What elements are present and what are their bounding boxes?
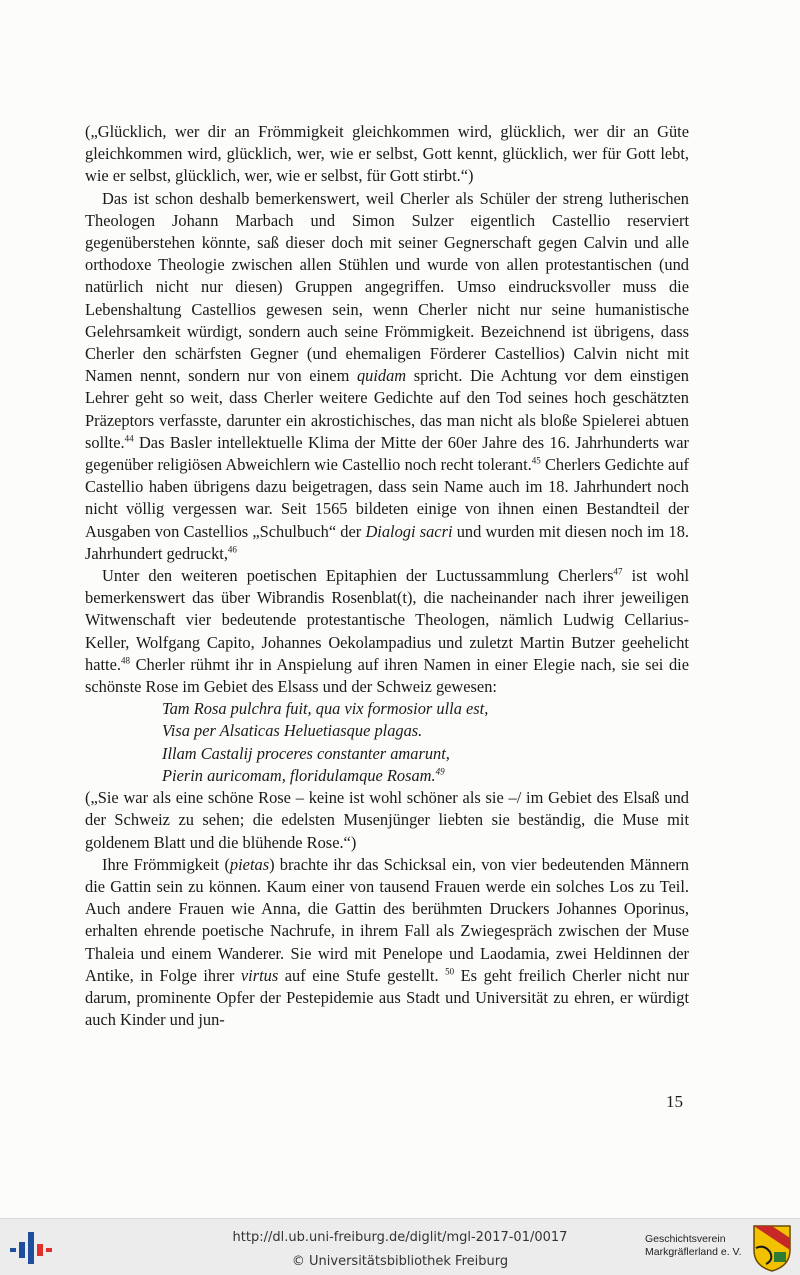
- italic-virtus: virtus: [240, 965, 279, 985]
- poem-line: Tam Rosa pulchra fuit, qua vix formosior ulla est,: [162, 699, 489, 719]
- paragraph-translation-2: („Sie war als eine schöne Rose – keine ist wohl schöner als sie –/ im Gebiet des Elsaß und der Schweiz zu sehen; die edelsten Musenjünger liebten sie beständig, die Muse mit goldenem Blatt und die blühende Rose.“): [85, 788, 689, 852]
- poem-line: [162, 765, 689, 787]
- coat-of-arms-icon: [752, 1224, 792, 1272]
- society-line-1: Geschichtsverein: [645, 1233, 726, 1245]
- text-run: Unter den weiteren poetischen Epitaphien der Luctussammlung Cherlers: [102, 566, 614, 586]
- footnote-ref-46: 46: [227, 544, 237, 555]
- paragraph-wibrandis: [85, 565, 689, 698]
- italic-quidam: quidam: [356, 366, 407, 386]
- footnote-ref-50: 50: [445, 966, 455, 977]
- poem-line: Visa per Alsaticas Heluetiasque plagas.: [162, 721, 423, 741]
- text-run: auf eine Stufe gestellt.: [278, 965, 446, 985]
- footnote-ref-44: 44: [124, 433, 134, 444]
- italic-dialogi-sacri: Dialogi sacri: [365, 521, 453, 541]
- text-run: Das Basler intellektuelle Klima der Mitte der 60er Jahre des 16. Jahrhunderts war gegenüber religiösen Abweichlern wie Castellio noch recht tolerant.: [85, 432, 689, 475]
- body-text: [85, 121, 689, 1031]
- text-run: spricht. Die Achtung vor dem einstigen Lehrer geht so weit, dass Cherler weitere Gedichte auf den Tod seines hoch geschätzten Präzeptors verfasste, darunter ein akrostichisches, das man nicht als bloße Spielerei abtuen sollte.: [85, 366, 689, 452]
- text-run: Cherlers Gedichte auf Castellio haben übrigens dazu beigetragen, dass sein Name auch im 18. Jahrhundert noch nicht völlig vergessen war. Seit 1565 bildeten einige von ihnen einen Bestandteil der Ausgaben von Castellios „Schulbuch“ der: [85, 455, 689, 541]
- latin-poem: [162, 698, 689, 787]
- text-run: Es geht freilich Cherler nicht nur darum, prominente Opfer der Pestepidemie aus Stadt und Universität zu ehren, er würdigt auch Kinder und jun-: [85, 965, 690, 1030]
- paragraph-pietas: [85, 854, 689, 1032]
- poem-line: Illam Castalij proceres constanter amarunt,: [162, 743, 450, 763]
- footnote-ref-48: 48: [120, 655, 130, 666]
- poem-line-text: Pierin auricomam, floridulamque Rosam.: [162, 765, 436, 785]
- page-number: 15: [666, 1092, 683, 1111]
- text-run: Ihre Frömmigkeit (: [102, 854, 230, 874]
- text-run: Cherler rühmt ihr in Anspielung auf ihren Namen in einer Elegie nach, sie sei die schönste Rose im Gebiet des Elsass und der Schweiz gewesen:: [85, 654, 689, 697]
- footnote-ref-47: 47: [613, 566, 623, 577]
- society-name: [645, 1233, 742, 1259]
- society-line-2: Markgräflerland e. V.: [645, 1246, 742, 1258]
- text-run: Das ist schon deshalb bemerkenswert, weil Cherler als Schüler der streng lutherischen Theologen Johann Marbach und Simon Sulzer eigentlich Castellio reserviert gegenüberstehen könnte, saß dieser doch mit seiner Gegnerschaft gegen Calvin und alle orthodoxe Theologie zwischen allen Stühlen und wurde von allen protestantischen (und natürlich nicht nur diesen) Gruppen angegriffen. Umso eindrucksvoller muss die Lebenshaltung Castellios gewesen sein, wenn Cherler nicht nur seine humanistische Gelehrsamkeit würdigt, sondern auch seine Frömmigkeit. Bezeichnend ist übrigens, dass Cherler den schärfsten Gegner (und ehemaligen Förderer Castellios) Calvin nicht mit Namen nennt, sondern nur von einem: [85, 188, 689, 386]
- copyright-notice: © Universitätsbibliothek Freiburg: [291, 1254, 509, 1269]
- text-run: ) brachte ihr das Schicksal ein, von vier bedeutenden Männern die Gattin sein zu können. Kaum einer von tausend Frauen werde ein solches Los zu Teil. Auch andere Frauen wie Anna, die Gattin des berühmten Druckers Johannes Oporinus, erhalten ehrende poetische Nachrufe, in ihrem Fall als Zwiegespräch zwischen der Muse Thaleia und einem Wanderer. Sie wird mit Penelope und Laodamia, zwei Heldinnen der Antike, in Folge ihrer: [85, 854, 689, 985]
- text-run: und wurden mit diesen noch im 18. Jahrhundert gedruckt,: [85, 521, 689, 563]
- footnote-ref-45: 45: [531, 455, 541, 466]
- italic-pietas: pietas: [229, 854, 270, 874]
- paragraph-translation-1: („Glücklich, wer dir an Frömmigkeit gleichkommen wird, glücklich, wer dir an Güte gleichkommen wird, glücklich, wer, wie er selbst, Gott kennt, glücklich, wer für Gott lebt, wie er selbst, glücklich, wer, wie er selbst, für Gott stirbt.“): [85, 122, 689, 186]
- permalink-url[interactable]: http://dl.ub.uni-freiburg.de/diglit/mgl-2017-01/0017: [232, 1230, 568, 1245]
- text-run: ist wohl bemerkenswert das über Wibrandis Rosenblat(t), die nacheinander nach ihrer jeweiligen Witwenschaft vier bedeutende protestantische Theologen, nämlich Ludwig Cellarius-Keller, Wolfgang Capito, Johannes Oekolampadius und zuletzt Martin Butzer geehelicht hatte.: [85, 566, 690, 674]
- viewer-footer: [0, 1218, 800, 1275]
- paragraph-castellio: [85, 188, 689, 565]
- footnote-ref-49: 49: [435, 766, 445, 777]
